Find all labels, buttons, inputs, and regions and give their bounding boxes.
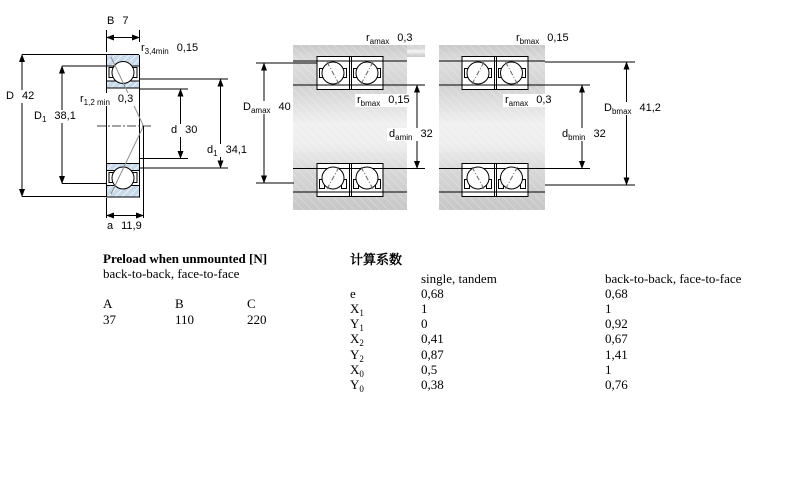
factors-row-x2: $X_2$ 0,41 0,67 <box>350 331 628 349</box>
dim-label-Dbmax: $D_{bmax}$ 41,2 <box>604 102 661 116</box>
factors-row-x1: $X_1$ 1 1 <box>350 301 612 319</box>
preload-subtitle: back-to-back, face-to-face <box>103 266 240 281</box>
factors-row-y1: $Y_1$ 0 0,92 <box>350 316 628 334</box>
preload-val-b: 110 <box>175 312 195 327</box>
preload-table <box>103 251 373 341</box>
dim-label-damin: $d_{amin}$ 32 <box>389 128 433 142</box>
factors-row-y0: $Y_0$ 0,38 0,76 <box>350 376 628 394</box>
factors-rows <box>350 286 770 392</box>
dim-label-D1: $D_1$ 38,1 <box>34 110 76 124</box>
dim-label-rbmax-right: $r_{bmax}$ 0,15 <box>516 32 569 46</box>
dim-label-ramax-mid: $r_{amax}$ 0,3 <box>366 32 413 46</box>
dim-D1 <box>62 66 106 184</box>
dim-a <box>107 198 144 218</box>
dim-label-rbmax-mid: $r_{bmax}$ 0,15 <box>357 94 410 108</box>
ball-top <box>112 62 134 84</box>
dim-Dbmax <box>545 62 635 185</box>
preload-col-c: C <box>247 296 256 311</box>
calculation-factors-table <box>350 249 780 409</box>
dim-label-r12min: $r_{1,2 min}$ 0,3 <box>80 93 134 107</box>
dim-label-a: a 11,9 <box>107 220 142 232</box>
preload-col-a: A <box>103 296 113 311</box>
preload-val-c: 220 <box>247 312 267 327</box>
dim-label-d1: $d_1$ 34,1 <box>207 144 247 158</box>
factors-title: 计算系数 <box>350 252 403 267</box>
preload-value-row <box>103 311 319 329</box>
factors-row-x0: $X_0$ 0,5 1 <box>350 361 612 379</box>
factors-col2-header: back-to-back, face-to-face <box>605 271 742 286</box>
preload-title: Preload when unmounted [N] <box>103 251 268 266</box>
dim-label-d: d 30 <box>171 124 198 136</box>
factors-row-y2: $Y_2$ 0,87 1,41 <box>350 346 628 364</box>
dim-D <box>22 55 106 197</box>
dim-label-D: D 42 <box>6 90 35 102</box>
factors-row-e: e 0,68 0,68 <box>350 286 628 301</box>
dim-label-Damax: $D_{amax}$ 40 <box>243 101 291 115</box>
preload-val-a: 37 <box>103 312 116 327</box>
dim-label-B: B 7 <box>107 15 129 27</box>
dim-label-ramax-right: $r_{amax}$ 0,3 <box>505 94 552 108</box>
dim-B <box>107 30 140 52</box>
dim-label-dbmin: $d_{bmin}$ 32 <box>562 128 606 142</box>
factors-col1-header: single, tandem <box>421 271 497 286</box>
preload-col-b: B <box>175 296 184 311</box>
dim-label-r34min: $r_{3,4min}$ 0,15 <box>141 42 199 56</box>
